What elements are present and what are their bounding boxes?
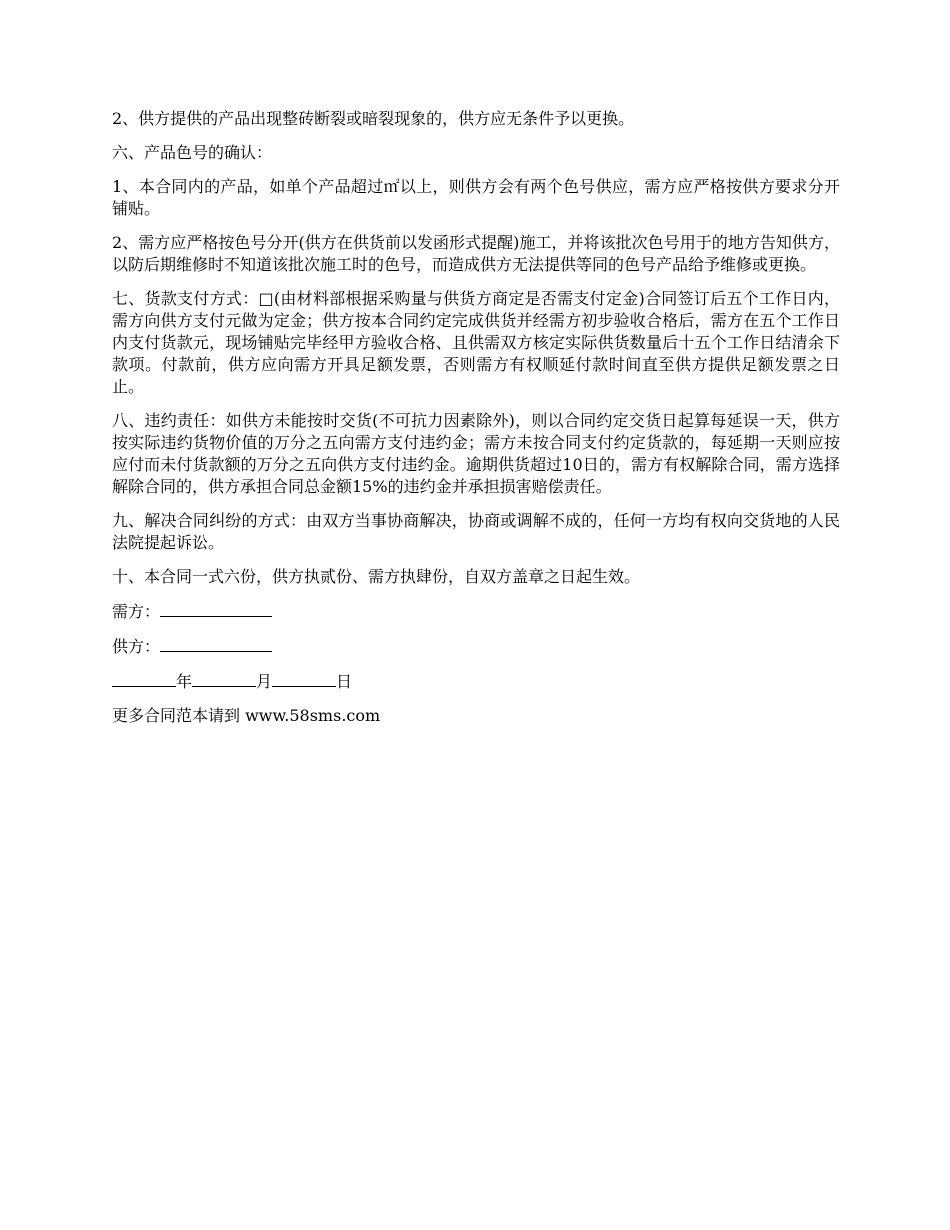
date-line bbox=[112, 670, 840, 693]
year-label: 年 bbox=[176, 672, 193, 691]
year-blank bbox=[112, 670, 176, 687]
clause-dispute-resolution: 九、解决合同纠纷的方式：由双方当事协商解决，协商或调解不成的，任何一方均有权向交货地的人民法院提起诉讼。 bbox=[112, 511, 840, 552]
buyer-signature-blank bbox=[160, 600, 272, 617]
clause-color-code-supply: 1、本合同内的产品，如单个产品超过㎡以上，则供方会有两个色号供应，需方应严格按供方要求分开铺贴。 bbox=[112, 177, 840, 218]
supplier-signature-blank bbox=[160, 635, 272, 652]
clause-color-code-construction: 2、需方应严格按色号分开(供方在供货前以发函形式提醒)施工，并将该批次色号用于的地方告知供方，以防后期维修时不知道该批次施工时的色号，而造成供方无法提供等同的色号产品给予维修或更换。 bbox=[112, 233, 840, 274]
buyer-label: 需方： bbox=[112, 602, 161, 621]
supplier-signature-line bbox=[112, 635, 840, 658]
month-label: 月 bbox=[256, 672, 273, 691]
day-label: 日 bbox=[336, 672, 353, 691]
footer-more-contracts: 更多合同范本请到 www.58sms.com bbox=[112, 706, 381, 725]
buyer-signature-line bbox=[112, 600, 840, 623]
contract-body bbox=[112, 108, 840, 739]
day-blank bbox=[272, 670, 336, 687]
supplier-label: 供方： bbox=[112, 637, 161, 656]
clause-payment-method: 七、货款支付方式：□(由材料部根据采购量与供货方商定是否需支付定金)合同签订后五个工作日内，需方向供方支付元做为定金；供方按本合同约定完成供货并经需方初步验收合格后，需方在五个工作日内支付货款元，现场铺贴完毕经甲方验收合格、且供需双方核定实际供货数量后十五个工作日结清余下款项。付款前，供方应向需方开具足额发票，否则需方有权顺延付款时间直至供方提供足额发票之日止。 bbox=[112, 289, 840, 396]
month-blank bbox=[192, 670, 256, 687]
clause-breach-liability: 八、违约责任：如供方未能按时交货(不可抗力因素除外)，则以合同约定交货日起算每延误一天，供方按实际违约货物价值的万分之五向需方支付违约金；需方未按合同支付约定货款的，每延期一天则应按应付而未付货款额的万分之五向供方支付违约金。逾期供货超过10日的，需方有权解除合同，需方选择解除合同的，供方承担合同总金额15%的违约金并承担损害赔偿责任。 bbox=[112, 411, 840, 496]
section-heading-color-code: 六、产品色号的确认： bbox=[112, 143, 273, 162]
clause-copies-effective: 十、本合同一式六份，供方执贰份、需方执肆份，自双方盖章之日起生效。 bbox=[112, 567, 641, 586]
clause-replacement: 2、供方提供的产品出现整砖断裂或暗裂现象的，供方应无条件予以更换。 bbox=[112, 109, 635, 128]
